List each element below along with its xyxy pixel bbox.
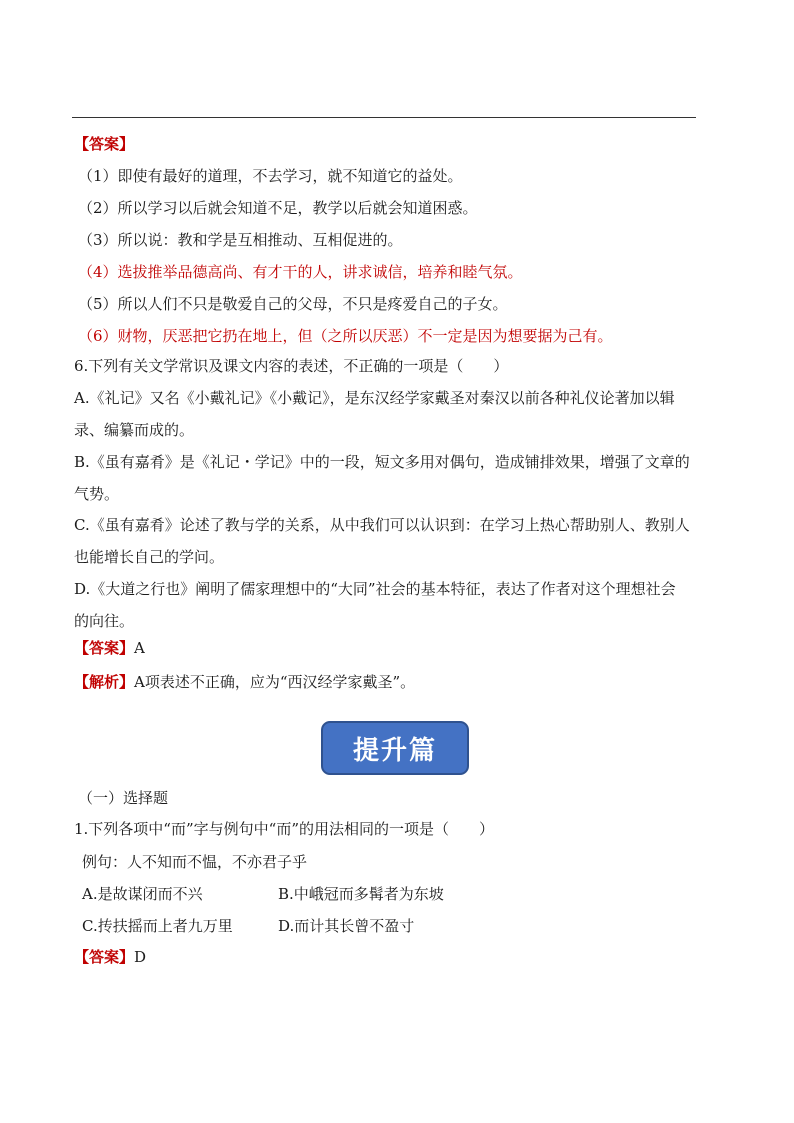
question-1-option-c: C.抟扶摇而上者九万里 (82, 917, 233, 935)
answer-item-4: （4）选拔推举品德高尚、有才干的人，讲求诚信，培养和睦气氛。 (78, 263, 523, 281)
question-1-example: 例句：人不知而不愠，不亦君子乎 (82, 853, 308, 871)
question-6-option-b-line2: 气势。 (74, 485, 120, 503)
answer-tag: 【答案】 (74, 135, 135, 153)
question-1-option-a: A.是故谋闭而不兴 (82, 885, 203, 903)
section-banner: 提升篇 (321, 721, 469, 775)
question-6-option-b-line1: B.《虽有嘉肴》是《礼记・学记》中的一段，短文多用对偶句，造成铺排效果，增强了文章的 (74, 453, 690, 471)
question-6-option-d-line1: D.《大道之行也》阐明了儒家理想中的“大同”社会的基本特征，表达了作者对这个理想社会 (74, 580, 676, 598)
answer-item-3: （3）所以说：教和学是互相推动、互相促进的。 (78, 231, 403, 249)
answer-item-6: （6）财物，厌恶把它扔在地上，但（之所以厌恶）不一定是因为想要据为己有。 (78, 327, 613, 345)
answer-item-2: （2）所以学习以后就会知道不足，教学以后就会知道困惑。 (78, 199, 478, 217)
question-1-option-b: B.中峨冠而多髯者为东坡 (278, 885, 444, 903)
question-1-option-d: D.而计其长曾不盈寸 (278, 917, 415, 935)
question-6-option-c-line2: 也能增长自己的学问。 (74, 548, 225, 566)
question-1-answer: 【答案】D (74, 948, 147, 966)
header-rule (72, 117, 696, 118)
section-heading: （一）选择题 (78, 789, 169, 807)
question-6-analysis: 【解析】A项表述不正确，应为“西汉经学家戴圣”。 (74, 673, 416, 691)
question-6-answer: 【答案】A (74, 639, 145, 657)
question-6-option-a-line2: 录、编纂而成的。 (74, 421, 195, 439)
question-6-stem: 6.下列有关文学常识及课文内容的表述，不正确的一项是（ ） (74, 357, 509, 375)
answer-item-1: （1）即使有最好的道理，不去学习，就不知道它的益处。 (78, 167, 463, 185)
answer-item-5: （5）所以人们不只是敬爱自己的父母，不只是疼爱自己的子女。 (78, 295, 508, 313)
question-6-option-a-line1: A.《礼记》又名《小戴礼记》《小戴记》，是东汉经学家戴圣对秦汉以前各种礼仪论著加以辑 (74, 389, 675, 407)
question-6-option-c-line1: C.《虽有嘉肴》论述了教与学的关系，从中我们可以认识到：在学习上热心帮助别人、教别人 (74, 516, 690, 534)
question-1-stem: 1.下列各项中“而”字与例句中“而”的用法相同的一项是（ ） (74, 820, 494, 838)
question-6-option-d-line2: 的向往。 (74, 612, 135, 630)
